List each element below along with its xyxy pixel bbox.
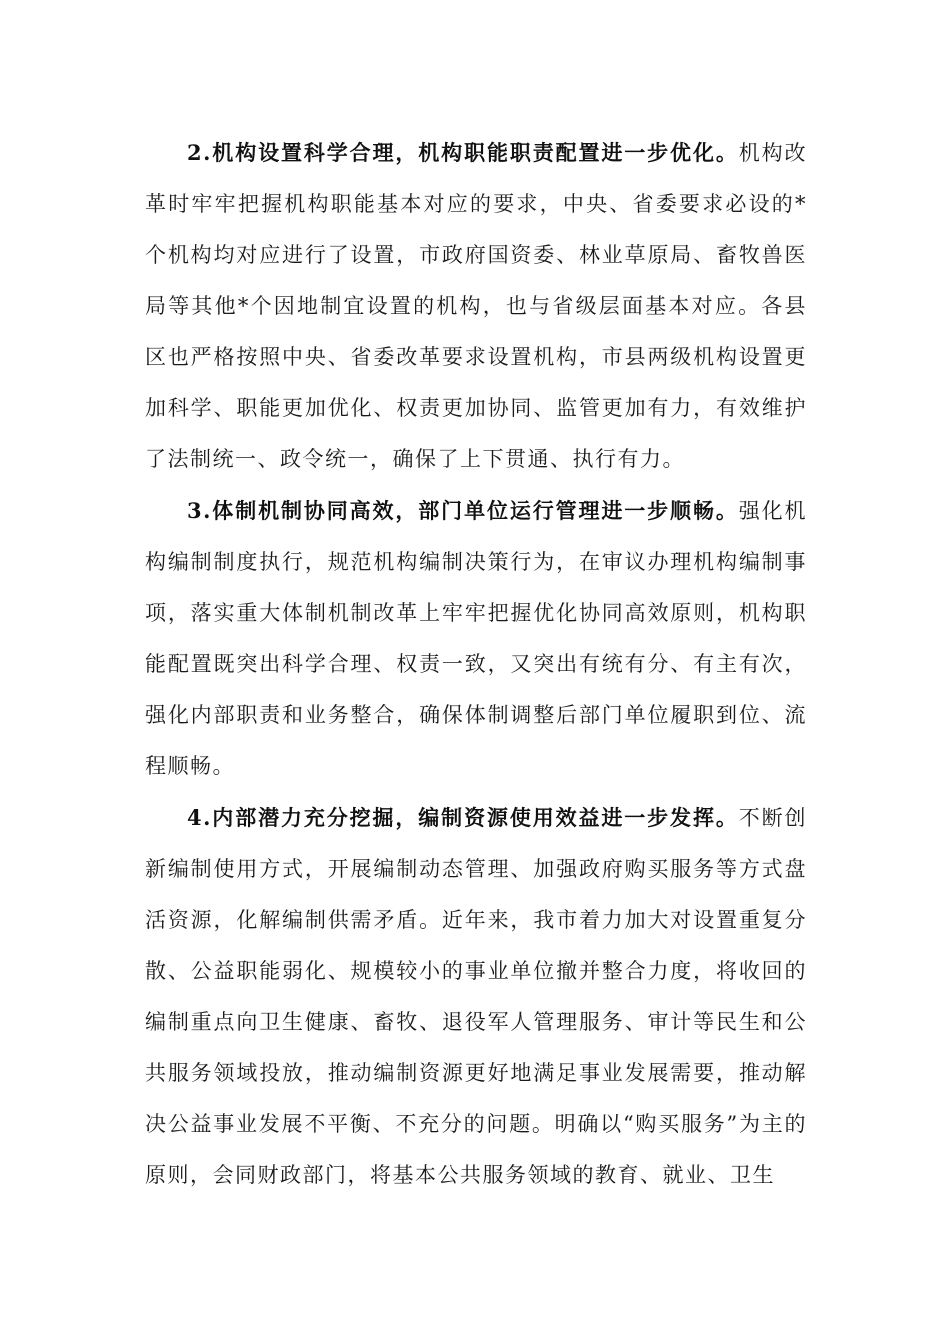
paragraph-4	[145, 792, 807, 1201]
paragraph-3-heading: 3.体制机制协同高效，部门单位运行管理进一步顺畅。	[187, 498, 739, 523]
paragraph-3-body: 强化机构编制制度执行，规范机构编制决策行为，在审议办理机构编制事项，落实重大体制机制改革上牢牢把握优化协同高效原则，机构职能配置既突出科学合理、权责一致，又突出有统有分、有主有次，强化内部职责和业务整合，确保体制调整后部门单位履职到位、流程顺畅。	[145, 499, 808, 778]
paragraph-3	[145, 485, 807, 792]
paragraph-2-body: 机构改革时牢牢把握机构职能基本对应的要求，中央、省委要求必设的*个机构均对应进行了设置，市政府国资委、林业草原局、畜牧兽医局等其他*个因地制宜设置的机构，也与省级层面基本对应。各县区也严格按照中央、省委改革要求设置机构，市县两级机构设置更加科学、职能更加优化、权责更加协同、监管更加有力，有效维护了法制统一、政令统一，确保了上下贯通、执行有力。	[145, 141, 808, 471]
paragraph-2	[145, 127, 807, 485]
paragraph-4-heading: 4.内部潜力充分挖掘，编制资源使用效益进一步发挥。	[187, 805, 739, 830]
paragraph-2-heading: 2.机构设置科学合理，机构职能职责配置进一步优化。	[187, 140, 739, 165]
paragraph-4-body: 不断创新编制使用方式，开展编制动态管理、加强政府购买服务等方式盘活资源，化解编制供需矛盾。近年来，我市着力加大对设置重复分散、公益职能弱化、规模较小的事业单位撤并整合力度，将收回的编制重点向卫生健康、畜牧、退役军人管理服务、审计等民生和公共服务领域投放，推动编制资源更好地满足事业发展需要，推动解决公益事业发展不平衡、不充分的问题。明确以“购买服务”为主的原则，会同财政部门，将基本公共服务领域的教育、就业、卫生	[145, 806, 808, 1187]
document-body	[145, 127, 807, 1201]
